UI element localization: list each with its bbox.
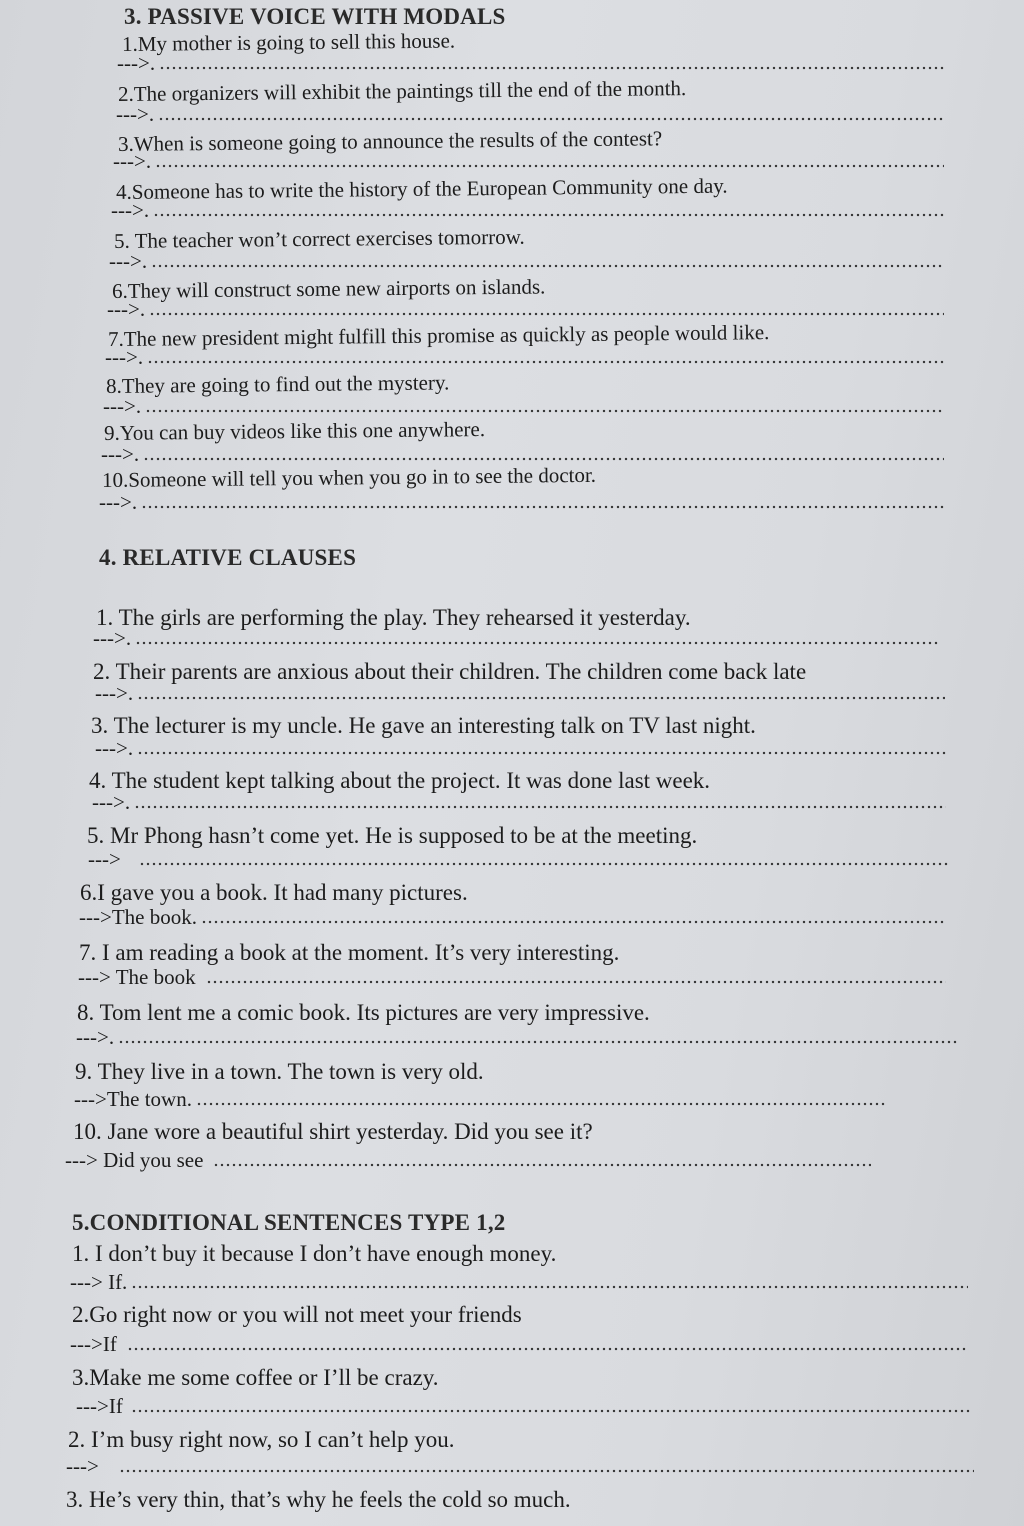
answer-arrow: --->The book. [79, 905, 197, 929]
section-heading: 4. RELATIVE CLAUSES [99, 545, 357, 570]
question-text: 4. The student kept talking about the project. It was done last week. [89, 768, 711, 793]
answer-line [111, 199, 944, 221]
dotted-line [139, 862, 948, 866]
answer-line [113, 150, 944, 172]
answer-line [107, 298, 944, 320]
question-text: 3.When is someone going to announce the results of the contest? [117, 126, 663, 156]
answer-line [95, 682, 945, 704]
question-text: 2.The organizers will exhibit the paintings till the end of the month. [117, 76, 687, 106]
answer-line [79, 906, 946, 928]
answer-line [92, 791, 946, 813]
dotted-line [159, 66, 945, 70]
answer-arrow: --->. [92, 790, 131, 814]
question-text: 1.My mother is going to sell this house. [121, 28, 456, 56]
dotted-line [149, 312, 944, 316]
answer-arrow: --->. [111, 198, 150, 222]
answer-line [76, 1395, 972, 1417]
question-text: 3.Make me some coffee or I’ll be crazy. [72, 1365, 439, 1390]
question-text: 10. Jane wore a beautiful shirt yesterday. Did you see it? [73, 1119, 593, 1144]
answer-arrow: --->. [101, 442, 140, 466]
question-text: 4.Someone has to write the history of the European Community one day. [115, 173, 728, 204]
question-text: 3. He’s very thin, that’s why he feels the cold so much. [66, 1487, 571, 1512]
dotted-line [151, 264, 944, 268]
dotted-line [201, 920, 946, 924]
question-text: 6.They will construct some new airports on islands. [111, 274, 546, 303]
question-text: 7.The new president might fulfill this promise as quickly as people would like. [107, 320, 770, 351]
answer-line [95, 737, 946, 759]
answer-arrow: ---> [66, 1454, 99, 1478]
dotted-line [135, 641, 939, 645]
dotted-line [131, 1409, 972, 1413]
answer-line [103, 395, 944, 417]
answer-line [76, 1026, 958, 1048]
answer-arrow: ---> Did you see [65, 1148, 204, 1172]
question-text: 5. The teacher won’t correct exercises tomorrow. [113, 224, 525, 253]
dotted-line [145, 409, 944, 413]
answer-line [70, 1333, 968, 1355]
question-text: 2. I’m busy right now, so I can’t help you. [68, 1427, 455, 1452]
answer-arrow: --->. [95, 681, 134, 705]
question-text: 2. Their parents are anxious about their children. The children come back late [93, 659, 807, 684]
question-text: 9.You can buy videos like this one anywhere. [103, 417, 486, 445]
question-text: 3. The lecturer is my uncle. He gave an interesting talk on TV last night. [91, 713, 756, 738]
answer-line [74, 1088, 886, 1110]
answer-arrow: --->If [70, 1332, 117, 1356]
answer-line [88, 848, 948, 870]
dotted-line [137, 751, 946, 755]
answer-line [109, 250, 944, 272]
answer-arrow: --->. [93, 626, 132, 650]
dotted-line [131, 1285, 968, 1289]
answer-arrow: --->. [95, 736, 134, 760]
dotted-line [119, 1469, 974, 1473]
question-text: 1. The girls are performing the play. They rehearsed it yesterday. [96, 605, 691, 630]
dotted-line [141, 505, 944, 509]
answer-arrow: --->. [109, 249, 148, 273]
question-text: 7. I am reading a book at the moment. It’s very interesting. [79, 940, 620, 965]
question-text: 6.I gave you a book. It had many pictures. [80, 880, 468, 905]
answer-arrow: --->. [107, 297, 146, 321]
answer-arrow: --->. [117, 51, 156, 75]
answer-arrow: ---> If. [70, 1270, 128, 1294]
answer-line [78, 966, 946, 988]
question-text: 2.Go right now or you will not meet your friends [72, 1302, 522, 1327]
answer-arrow: --->. [113, 149, 152, 173]
question-text: 9. They live in a town. The town is very old. [75, 1059, 484, 1084]
answer-line [116, 103, 944, 125]
answer-arrow: --->The town. [74, 1087, 192, 1111]
dotted-line [158, 117, 944, 121]
dotted-line [153, 213, 944, 217]
dotted-line [147, 360, 944, 364]
dotted-line [213, 1163, 871, 1167]
answer-arrow: --->. [105, 345, 144, 369]
answer-line [70, 1271, 968, 1293]
answer-arrow: --->If [76, 1394, 123, 1418]
answer-line [65, 1149, 871, 1171]
answer-arrow: ---> The book [78, 965, 196, 989]
answer-arrow: --->. [99, 490, 138, 514]
dotted-line [134, 805, 946, 809]
answer-line [66, 1455, 974, 1477]
section-heading: 5.CONDITIONAL SENTENCES TYPE 1,2 [72, 1210, 506, 1235]
answer-line [99, 491, 944, 513]
question-text: 8.They are going to find out the mystery. [105, 370, 450, 398]
question-text: 5. Mr Phong hasn’t come yet. He is supposed to be at the meeting. [87, 823, 698, 848]
dotted-line [137, 696, 945, 700]
dotted-line [118, 1040, 958, 1044]
answer-arrow: ---> [88, 847, 121, 871]
answer-arrow: --->. [76, 1025, 115, 1049]
question-text: 10.Someone will tell you when you go in to see the doctor. [101, 462, 597, 492]
dotted-line [196, 1102, 886, 1106]
answer-line [117, 52, 945, 74]
answer-arrow: --->. [103, 394, 142, 418]
dotted-line [127, 1347, 968, 1351]
question-text: 8. Tom lent me a comic book. Its pictures are very impressive. [77, 1000, 650, 1025]
dotted-line [206, 980, 946, 984]
question-text: 1. I don’t buy it because I don’t have enough money. [72, 1241, 557, 1266]
answer-line [105, 346, 944, 368]
section-heading: 3. PASSIVE VOICE WITH MODALS [124, 4, 506, 29]
dotted-line [143, 457, 944, 461]
answer-arrow: --->. [116, 102, 155, 126]
dotted-line [155, 164, 944, 168]
answer-line [93, 627, 939, 649]
